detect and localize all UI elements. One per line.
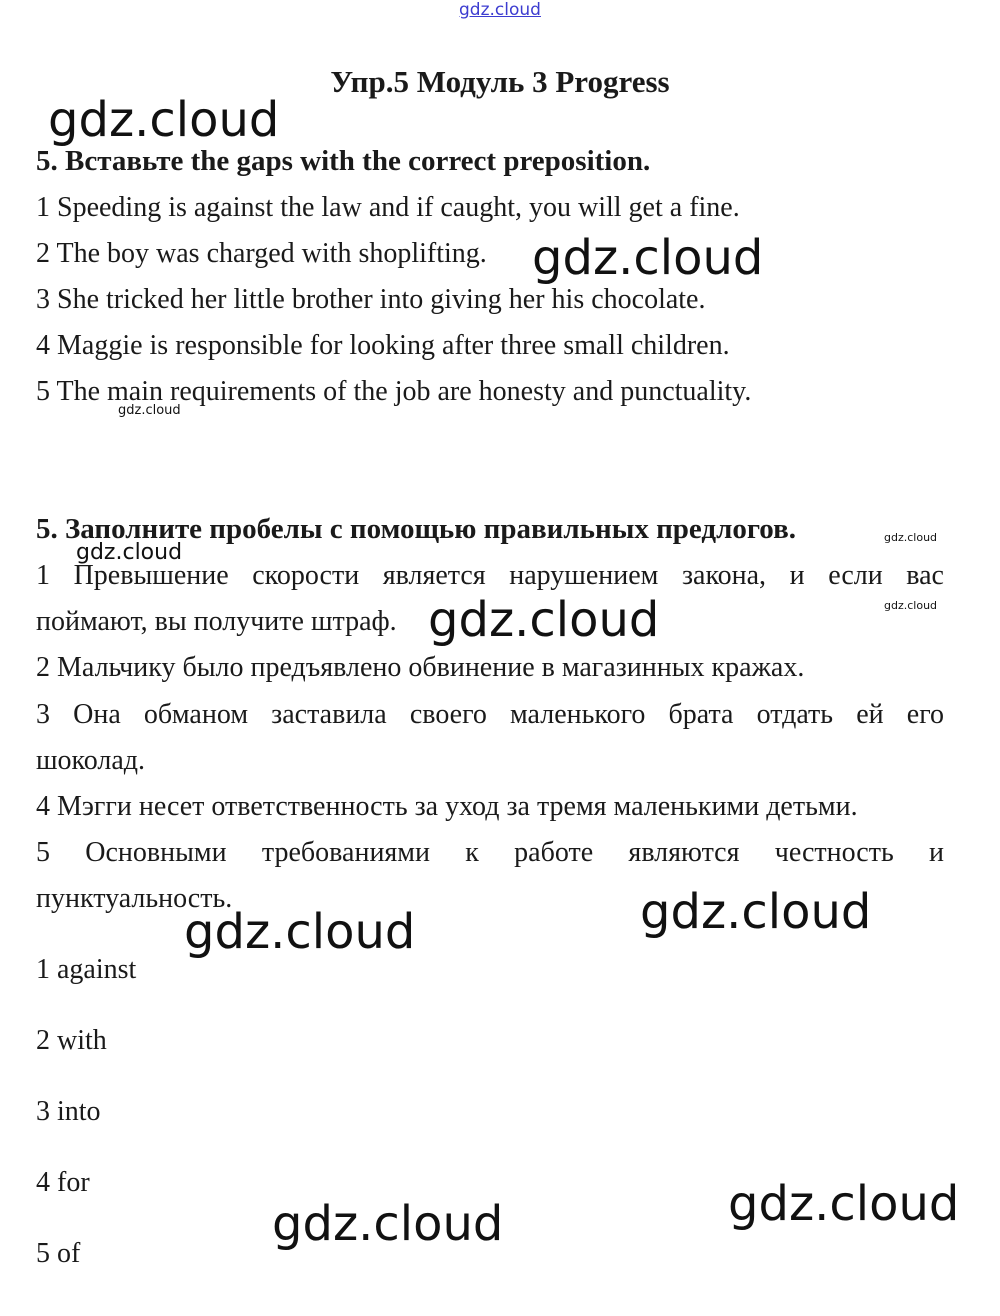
answer-2: 2 with [36, 1025, 107, 1056]
answer-3: 3 into [36, 1096, 101, 1127]
russian-sentence-1-line-2: поймают, вы получите штраф. [36, 606, 397, 637]
page-title: Упр.5 Модуль 3 Progress [330, 64, 670, 99]
watermark: gdz.cloud [76, 540, 183, 565]
answer-5: 5 of [36, 1238, 81, 1269]
russian-sentence-2: 2 Мальчику было предъявлено обвинение в магазинных кражах. [36, 652, 805, 683]
russian-sentence-3-line-2: шоколад. [36, 745, 146, 776]
watermark: gdz.cloud [728, 1176, 960, 1232]
watermark: gdz.cloud [884, 599, 938, 612]
watermark: gdz.cloud [48, 92, 280, 148]
russian-sentence-4: 4 Мэгги несет ответственность за уход за тремя маленькими детьми. [36, 791, 858, 822]
watermark: gdz.cloud [532, 230, 764, 286]
russian-sentence-3-line-1: 3 Она обманом заставила своего маленького брата отдать ей его [36, 699, 944, 730]
watermark: gdz.cloud [184, 904, 416, 960]
answer-1: 1 against [36, 954, 137, 985]
russian-sentence-5-line-2: пунктуальность. [36, 883, 233, 914]
russian-sentence-1-line-1: 1 Превышение скорости является нарушением закона, и если вас [36, 560, 944, 591]
english-sentence-4: 4 Maggie is responsible for looking after three small children. [36, 330, 730, 361]
watermark: gdz.cloud [428, 592, 660, 648]
watermark: gdz.cloud [118, 403, 181, 418]
answer-4: 4 for [36, 1167, 90, 1198]
watermark: gdz.cloud [640, 884, 872, 940]
english-sentence-5: 5 The main requirements of the job are honesty and punctuality. [36, 376, 752, 407]
watermark: gdz.cloud [272, 1196, 504, 1252]
russian-heading: 5. Заполните пробелы с помощью правильных предлогов. [36, 513, 796, 545]
english-sentence-3: 3 She tricked her little brother into giving her his chocolate. [36, 284, 706, 315]
english-heading: 5. Вставьте the gaps with the correct preposition. [36, 145, 651, 177]
top-watermark: gdz.cloud [459, 0, 541, 20]
russian-sentence-5-line-1: 5 Основными требованиями к работе являются честность и [36, 837, 944, 868]
english-sentence-2: 2 The boy was charged with shoplifting. [36, 238, 487, 269]
watermark: gdz.cloud [884, 531, 938, 544]
english-sentence-1: 1 Speeding is against the law and if caught, you will get a fine. [36, 192, 740, 223]
